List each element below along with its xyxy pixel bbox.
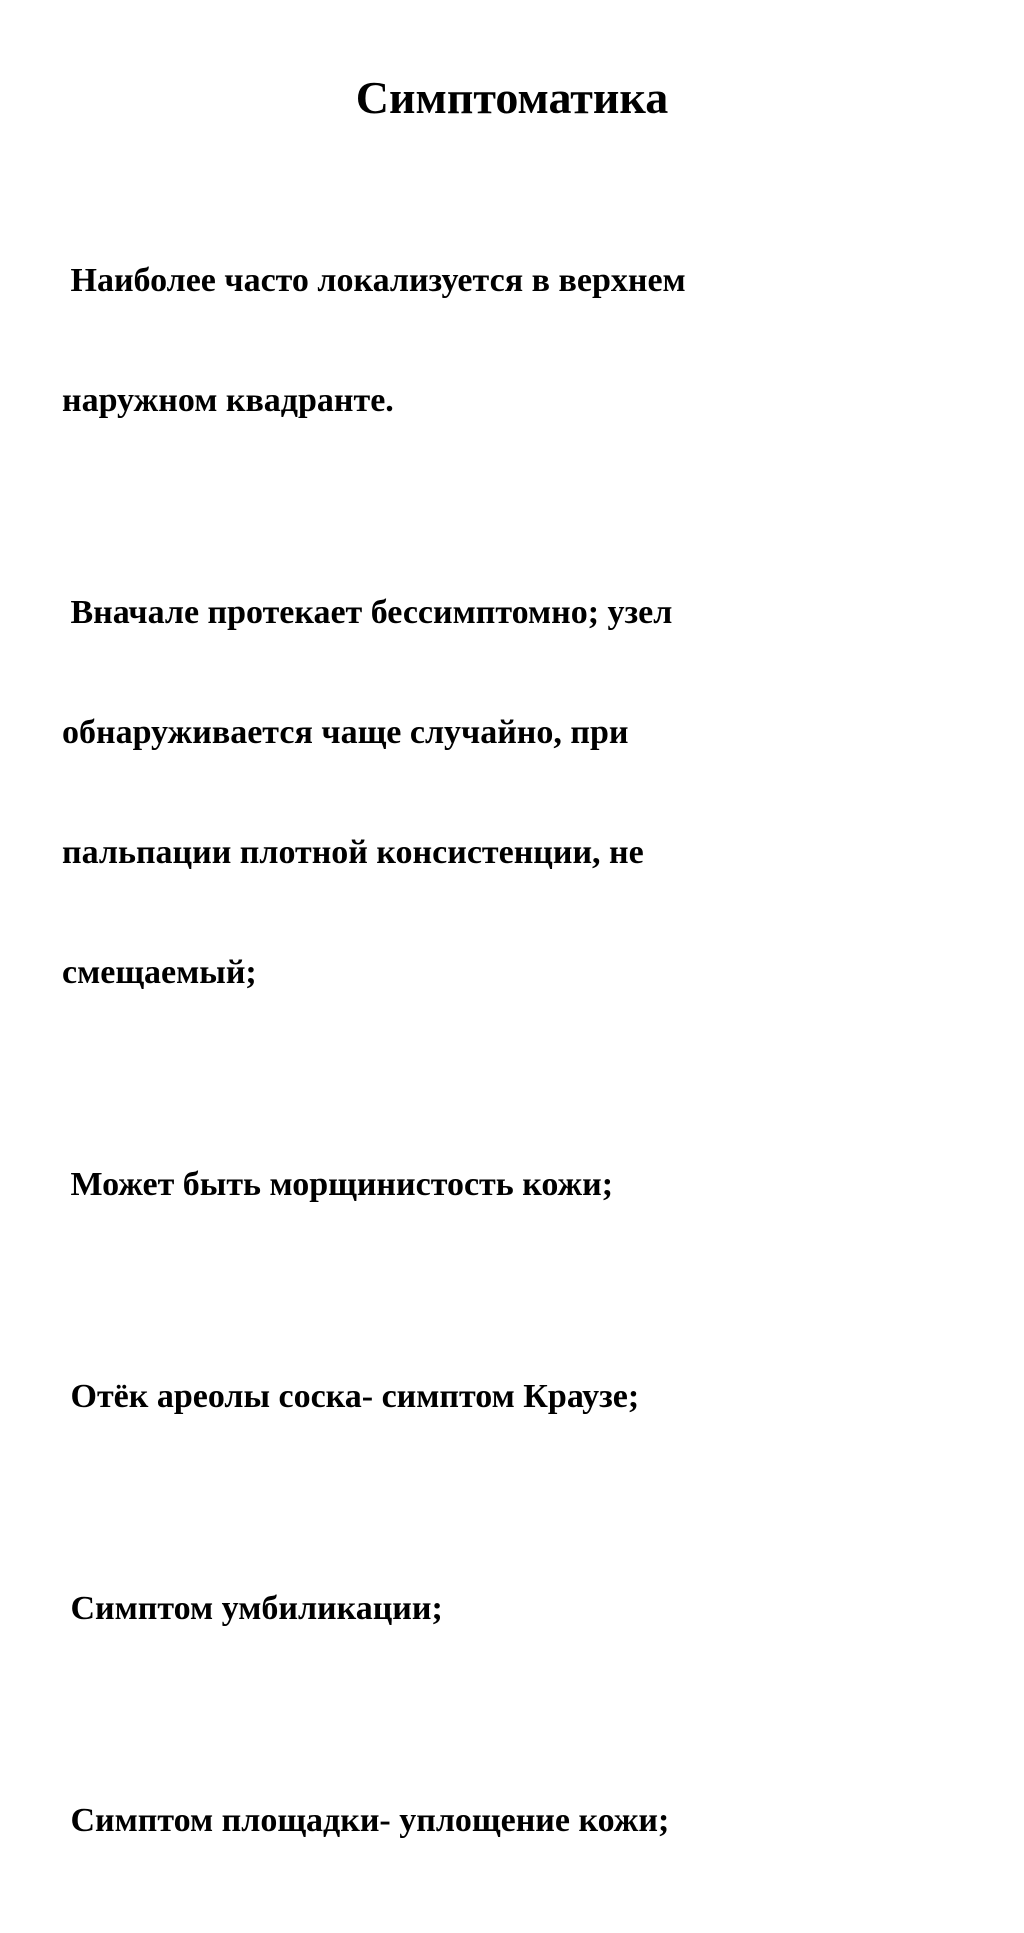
paragraph-kraus-sign bbox=[62, 1297, 962, 1497]
paragraph-platform-sign bbox=[62, 1721, 962, 1921]
text-line: Наиболее часто локализуется в верхнем bbox=[62, 262, 686, 299]
paragraph-localization bbox=[62, 181, 962, 501]
slide-body bbox=[62, 181, 962, 1933]
paragraph-onset bbox=[62, 513, 962, 1073]
text-line: пальпации плотной консистенции, не bbox=[62, 834, 644, 871]
slide-title: Симптоматика bbox=[355, 72, 669, 123]
paragraph-umbilication-sign bbox=[62, 1509, 962, 1709]
text-line: наружном квадранте. bbox=[62, 382, 394, 419]
text-line: Отёк ареолы соска- симптом Краузе; bbox=[62, 1378, 640, 1415]
text-line: Вначале протекает бессимптомно; узел bbox=[62, 594, 673, 631]
text-line: смещаемый; bbox=[62, 954, 257, 991]
text-line: Может быть морщинистость кожи; bbox=[62, 1166, 614, 1203]
text-line: Симптом умбиликации; bbox=[62, 1590, 443, 1627]
text-line: Симптом площадки- уплощение кожи; bbox=[62, 1802, 670, 1839]
text-line: обнаруживается чаще случайно, при bbox=[62, 714, 629, 751]
paragraph-skin-wrinkling bbox=[62, 1085, 962, 1285]
